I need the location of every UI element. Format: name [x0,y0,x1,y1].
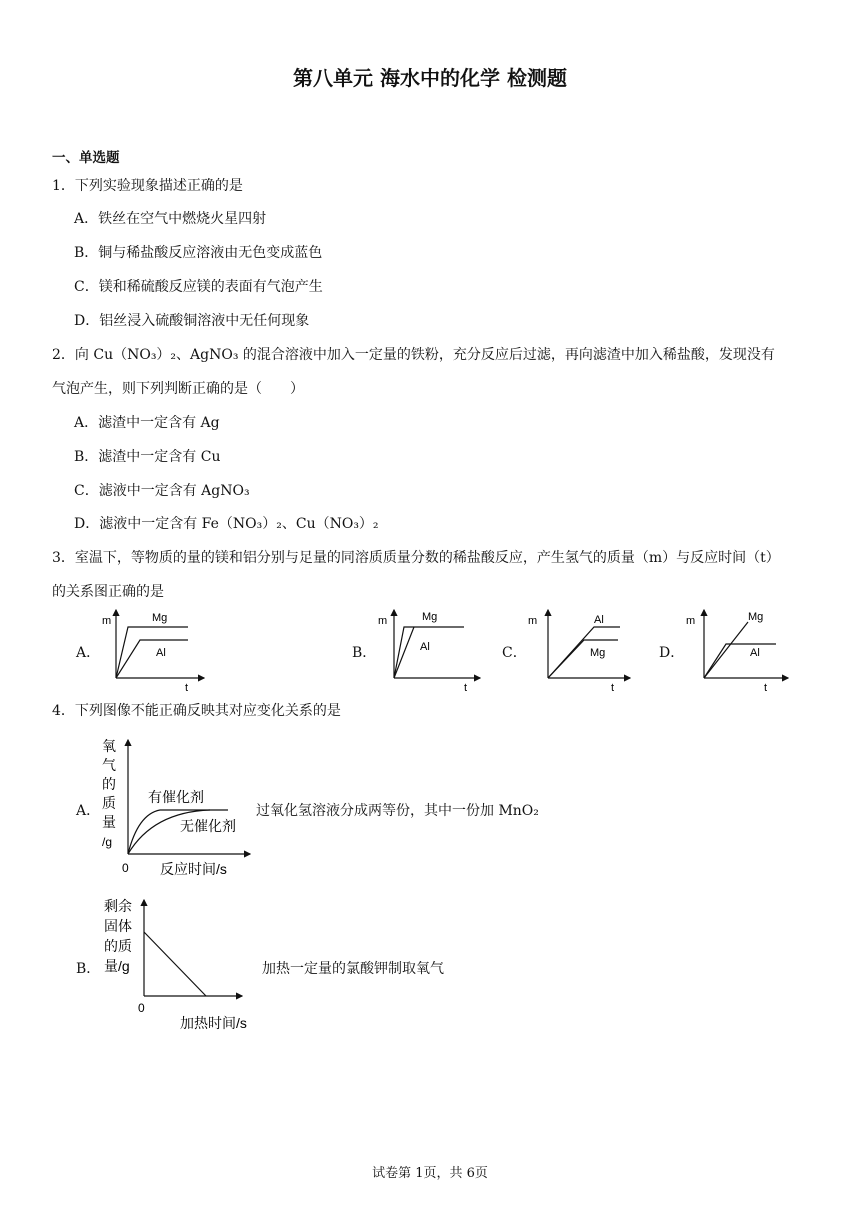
graph-b-label: B． [352,645,377,661]
q4-a-curve2-label: 无催化剂 [180,818,236,834]
q4-a-ylabel-4: 质 [102,795,116,811]
q4-b-ylabel-4: 量/g [104,958,130,974]
q4-b-line [144,932,206,996]
question-2-option-b: B．滤渣中一定含有 Cu [74,449,221,465]
q4-a-ylabel-2: 气 [102,757,116,773]
graph-c-label: C． [502,645,527,661]
graph-d-al-label: Al [750,647,760,659]
graph-b [376,604,486,692]
question-1-stem: 1．下列实验现象描述正确的是 [52,178,243,194]
graph-c-x-label: t [611,682,615,692]
q4-a-xlabel: 反应时间/s [160,861,227,877]
graph-d-mg-label: Mg [748,611,764,623]
graph-a-mg-line [116,627,188,678]
question-2-option-a: A．滤渣中一定含有 Ag [74,415,220,431]
q4-a-description: 过氧化氢溶液分成两等份，其中一份加 MnO₂ [256,803,539,819]
q4-b-ylabel-3: 的质 [104,938,132,954]
question-3-stem-line1: 3．室温下，等物质的量的镁和铝分别与足量的同溶质质量分数的稀盐酸反应，产生氢气的质量（m）与反应时间（t） [52,550,780,566]
graph-b-al-line [394,627,414,678]
q4-a-ylabel-5: 量 [102,814,116,830]
page-title: 第八单元 海水中的化学 检测题 [293,66,567,90]
question-4-stem: 4．下列图像不能正确反映其对应变化关系的是 [52,703,341,719]
graph-a-label: A． [76,645,101,661]
graph-a-x-label: t [185,682,189,692]
question-2-stem-line2: 气泡产生，则下列判断正确的是（ ） [52,381,304,397]
graph-a-mg-label: Mg [152,612,168,624]
page-footer: 试卷第 1页，共 6页 [372,1166,488,1181]
graph-b-y-label: m [378,615,388,627]
q4-b-origin: 0 [138,1001,145,1015]
q4-b-ylabel-2: 固体 [104,918,132,934]
section-heading: 一、单选题 [52,150,120,166]
graph-d-al-line [704,644,776,678]
graph-c-mg-label: Mg [590,647,606,659]
q4-a-label: A． [76,803,101,819]
graph-c-mg-line [548,640,618,678]
question-2-stem-line1: 2．向 Cu（NO₃）₂、AgNO₃ 的混合溶液中加入一定量的铁粉，充分反应后过滤，再向滤渣中加入稀盐酸，发现没有 [52,347,775,363]
graph-d-y-label: m [686,615,696,627]
question-2-option-d: D．滤液中一定含有 Fe（NO₃）₂、Cu（NO₃）₂ [74,516,379,532]
q4-graph-b [100,894,260,1036]
graph-a-y-label: m [102,615,112,627]
graph-c-al-line [548,627,620,678]
q4-b-ylabel-1: 剩余 [104,898,132,914]
graph-c-y-label: m [528,615,538,627]
q4-a-curve1-label: 有催化剂 [148,789,204,805]
q4-graph-a [98,734,256,878]
graph-a [100,604,210,692]
q4-a-ylabel-3: 的 [102,776,116,792]
graph-a-al-label: Al [156,647,166,659]
question-1-option-d: D．铝丝浸入硫酸铜溶液中无任何现象 [74,313,310,329]
graph-d [684,604,794,692]
graph-c-al-label: Al [594,614,604,626]
question-1-option-b: B．铜与稀盐酸反应溶液由无色变成蓝色 [74,245,323,261]
graph-a-al-line [116,640,188,678]
question-1-option-c: C．镁和稀硫酸反应镁的表面有气泡产生 [74,279,323,295]
graph-d-mg-line [704,622,748,678]
question-3-stem-line2: 的关系图正确的是 [52,584,164,600]
q4-a-yunit: /g [102,835,113,849]
question-2-option-c: C．滤液中一定含有 AgNO₃ [74,483,250,499]
q4-b-label: B． [76,961,101,977]
graph-d-label: D． [659,645,685,661]
graph-b-x-label: t [464,682,468,692]
question-1-option-a: A．铁丝在空气中燃烧火星四射 [74,211,267,227]
q4-a-ylabel-1: 氧 [102,738,116,754]
q4-b-description: 加热一定量的氯酸钾制取氧气 [262,961,444,977]
graph-b-al-label: Al [420,641,430,653]
graph-d-x-label: t [764,682,768,692]
q4-b-xlabel: 加热时间/s [180,1015,247,1031]
graph-b-mg-label: Mg [422,611,438,623]
q4-a-origin: 0 [122,861,129,875]
graph-c [526,604,636,692]
